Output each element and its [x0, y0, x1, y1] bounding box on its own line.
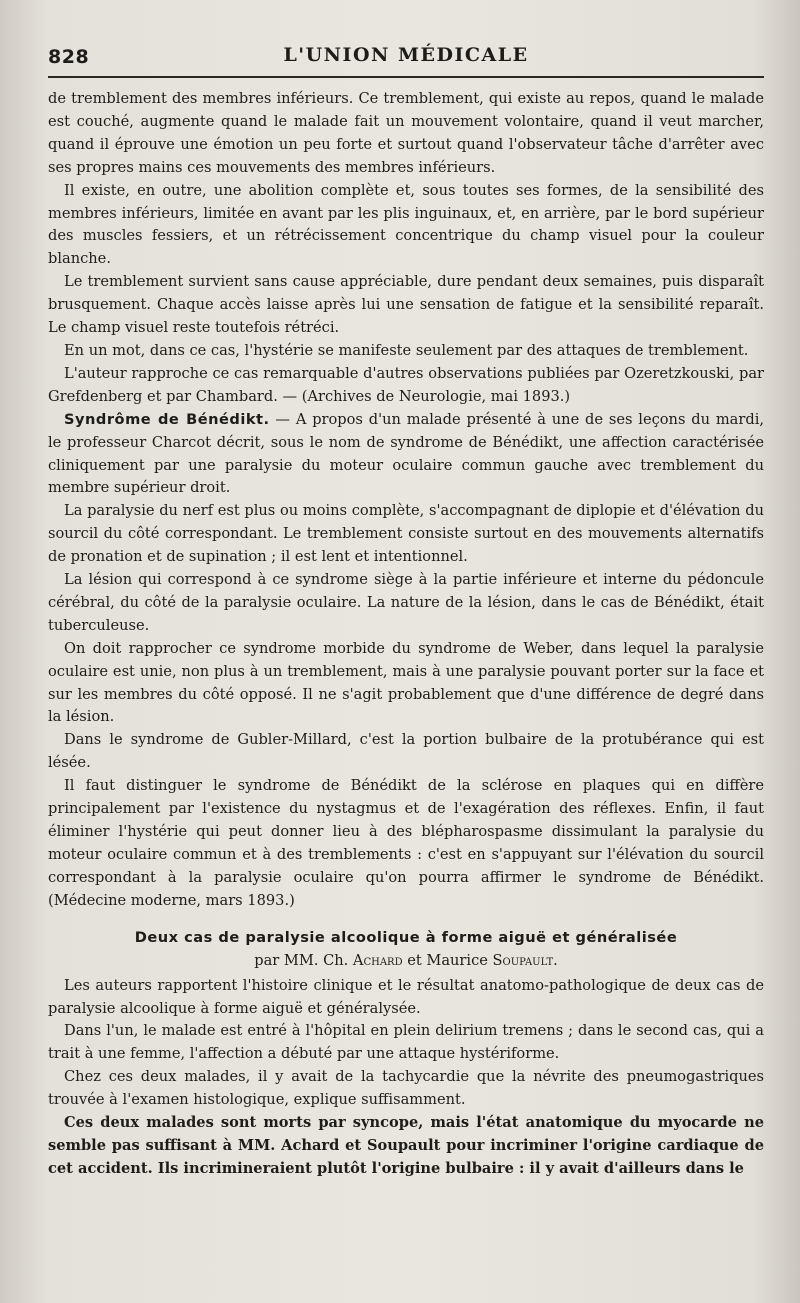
- paragraph: On doit rapprocher ce syndrome morbide du syndrome de Weber, dans lequel la paralysie oculaire est unie, non plus à un tremblement, mais à une paralysie pouvant porter sur la face et sur les membres du côté opposé. Il ne s'agit probablement que d'une différence de degré dans la lésion.: [48, 639, 764, 726]
- paragraph: Les auteurs rapportent l'histoire clinique et le résultat anatomo-pathologique de deux cas de paralysie alcoolique à forme aiguë et généralysée.: [48, 976, 764, 1017]
- page-header: [48, 34, 764, 74]
- section-paragraph: [48, 409, 764, 501]
- section-heading: Syndrôme de Bénédikt.: [64, 410, 270, 428]
- paragraph: Le tremblement survient sans cause appréciable, dure pendant deux semaines, puis disparaît brusquement. Chaque accès laisse après lui une sensation de fatigue et la sensibilité reparaît. Le champ visuel reste toutefois rétréci.: [48, 273, 764, 337]
- paragraph: Chez ces deux malades, il y avait de la tachycardie que la névrite des pneumogastriques trouvée à l'examen histologique, explique suffisamment.: [48, 1068, 764, 1109]
- author-name: Soupault.: [492, 951, 558, 969]
- author-name: Achard: [352, 951, 403, 969]
- paragraph: Il existe, en outre, une abolition complète et, sous toutes ses formes, de la sensibilité des membres inférieurs, limitée en avant par les plis inguinaux, et, en arrière, par le bord supérieur des muscles fessiers, et un rétrécissement concentrique du champ visuel pour la couleur blanche.: [48, 181, 764, 268]
- page-number: 828: [48, 46, 90, 68]
- article-byline: [48, 952, 764, 969]
- paragraph: de tremblement des membres inférieurs. Ce tremblement, qui existe au repos, quand le malade est couché, augmente quand le malade fait un mouvement volontaire, quand il veut marcher, quand il éprouve une émotion un peu forte et surtout quand l'observateur tâche d'arrêter avec ses propres mains ces mouvements des membres inférieurs.: [48, 90, 764, 176]
- body-text: [48, 88, 764, 1181]
- paragraph: L'auteur rapproche ce cas remarquable d'autres observations publiées par Ozeretzkouski, par Grefdenberg et par Chambard. — (Archives de Neurologie, mai 1893.): [48, 364, 764, 405]
- paragraph: En un mot, dans ce cas, l'hystérie se manifeste seulement par des attaques de tremblement.: [64, 341, 749, 359]
- paragraph: Dans l'un, le malade est entré à l'hôpital en plein delirium tremens ; dans le second cas, qui a trait à une femme, l'affection a débuté par une attaque hystériforme.: [48, 1022, 764, 1063]
- running-title: L'UNION MÉDICALE: [283, 44, 529, 66]
- article-title: Deux cas de paralysie alcoolique à forme aiguë et généralisée: [134, 928, 678, 946]
- byline-prefix: par MM. Ch.: [254, 951, 349, 969]
- section-intro-text: — A propos d'un malade présenté à une de ses leçons du mardi, le professeur Charcot décrit, sous le nom de syndrome de Bénédikt, une affection caractérisée cliniquement par une paralysie du moteur oculaire commun gauche avec tremblement du membre supérieur droit.: [48, 410, 765, 497]
- paragraph: Il faut distinguer le syndrome de Bénédikt de la sclérose en plaques qui en diffère principalement par l'existence du nystagmus et de l'exagération des réflexes. Enfin, il faut éliminer l'hystérie qui peut donner lieu à des blépharospasme dissimulant la paralysie du moteur oculaire commun et à des tremblements : c'est en s'appuyant sur l'élévation du sourcil correspondant à la paralysie oculaire qu'on pourra affirmer le syndrome de Bénédikt. (Médecine moderne, mars 1893.): [48, 777, 764, 909]
- paragraph: Ces deux malades sont morts par syncope, mais l'état anatomique du myocarde ne semble pas suffisant à MM. Achard et Soupault pour incriminer l'origine cardiaque de cet accident. Ils incrimineraient plutôt l'origine bulbaire : il y avait d'ailleurs dans le: [48, 1114, 764, 1177]
- byline-mid: et Maurice: [407, 951, 488, 969]
- paragraph: La paralysie du nerf est plus ou moins complète, s'accompagnant de diplopie et d'élévation du sourcil du côté correspondant. Le tremblement consiste surtout en des mouvements alternatifs de pronation et de supination ; il est lent et intentionnel.: [48, 502, 764, 566]
- header-rule: [48, 76, 764, 78]
- paragraph: La lésion qui correspond à ce syndrome siège à la partie inférieure et interne du pédoncule cérébral, du côté de la paralysie oculaire. La nature de la lésion, dans le cas de Bénédikt, était tuberculeuse.: [48, 571, 764, 634]
- paragraph: Dans le syndrome de Gubler-Millard, c'est la portion bulbaire de la protubérance qui est lésée.: [48, 731, 764, 772]
